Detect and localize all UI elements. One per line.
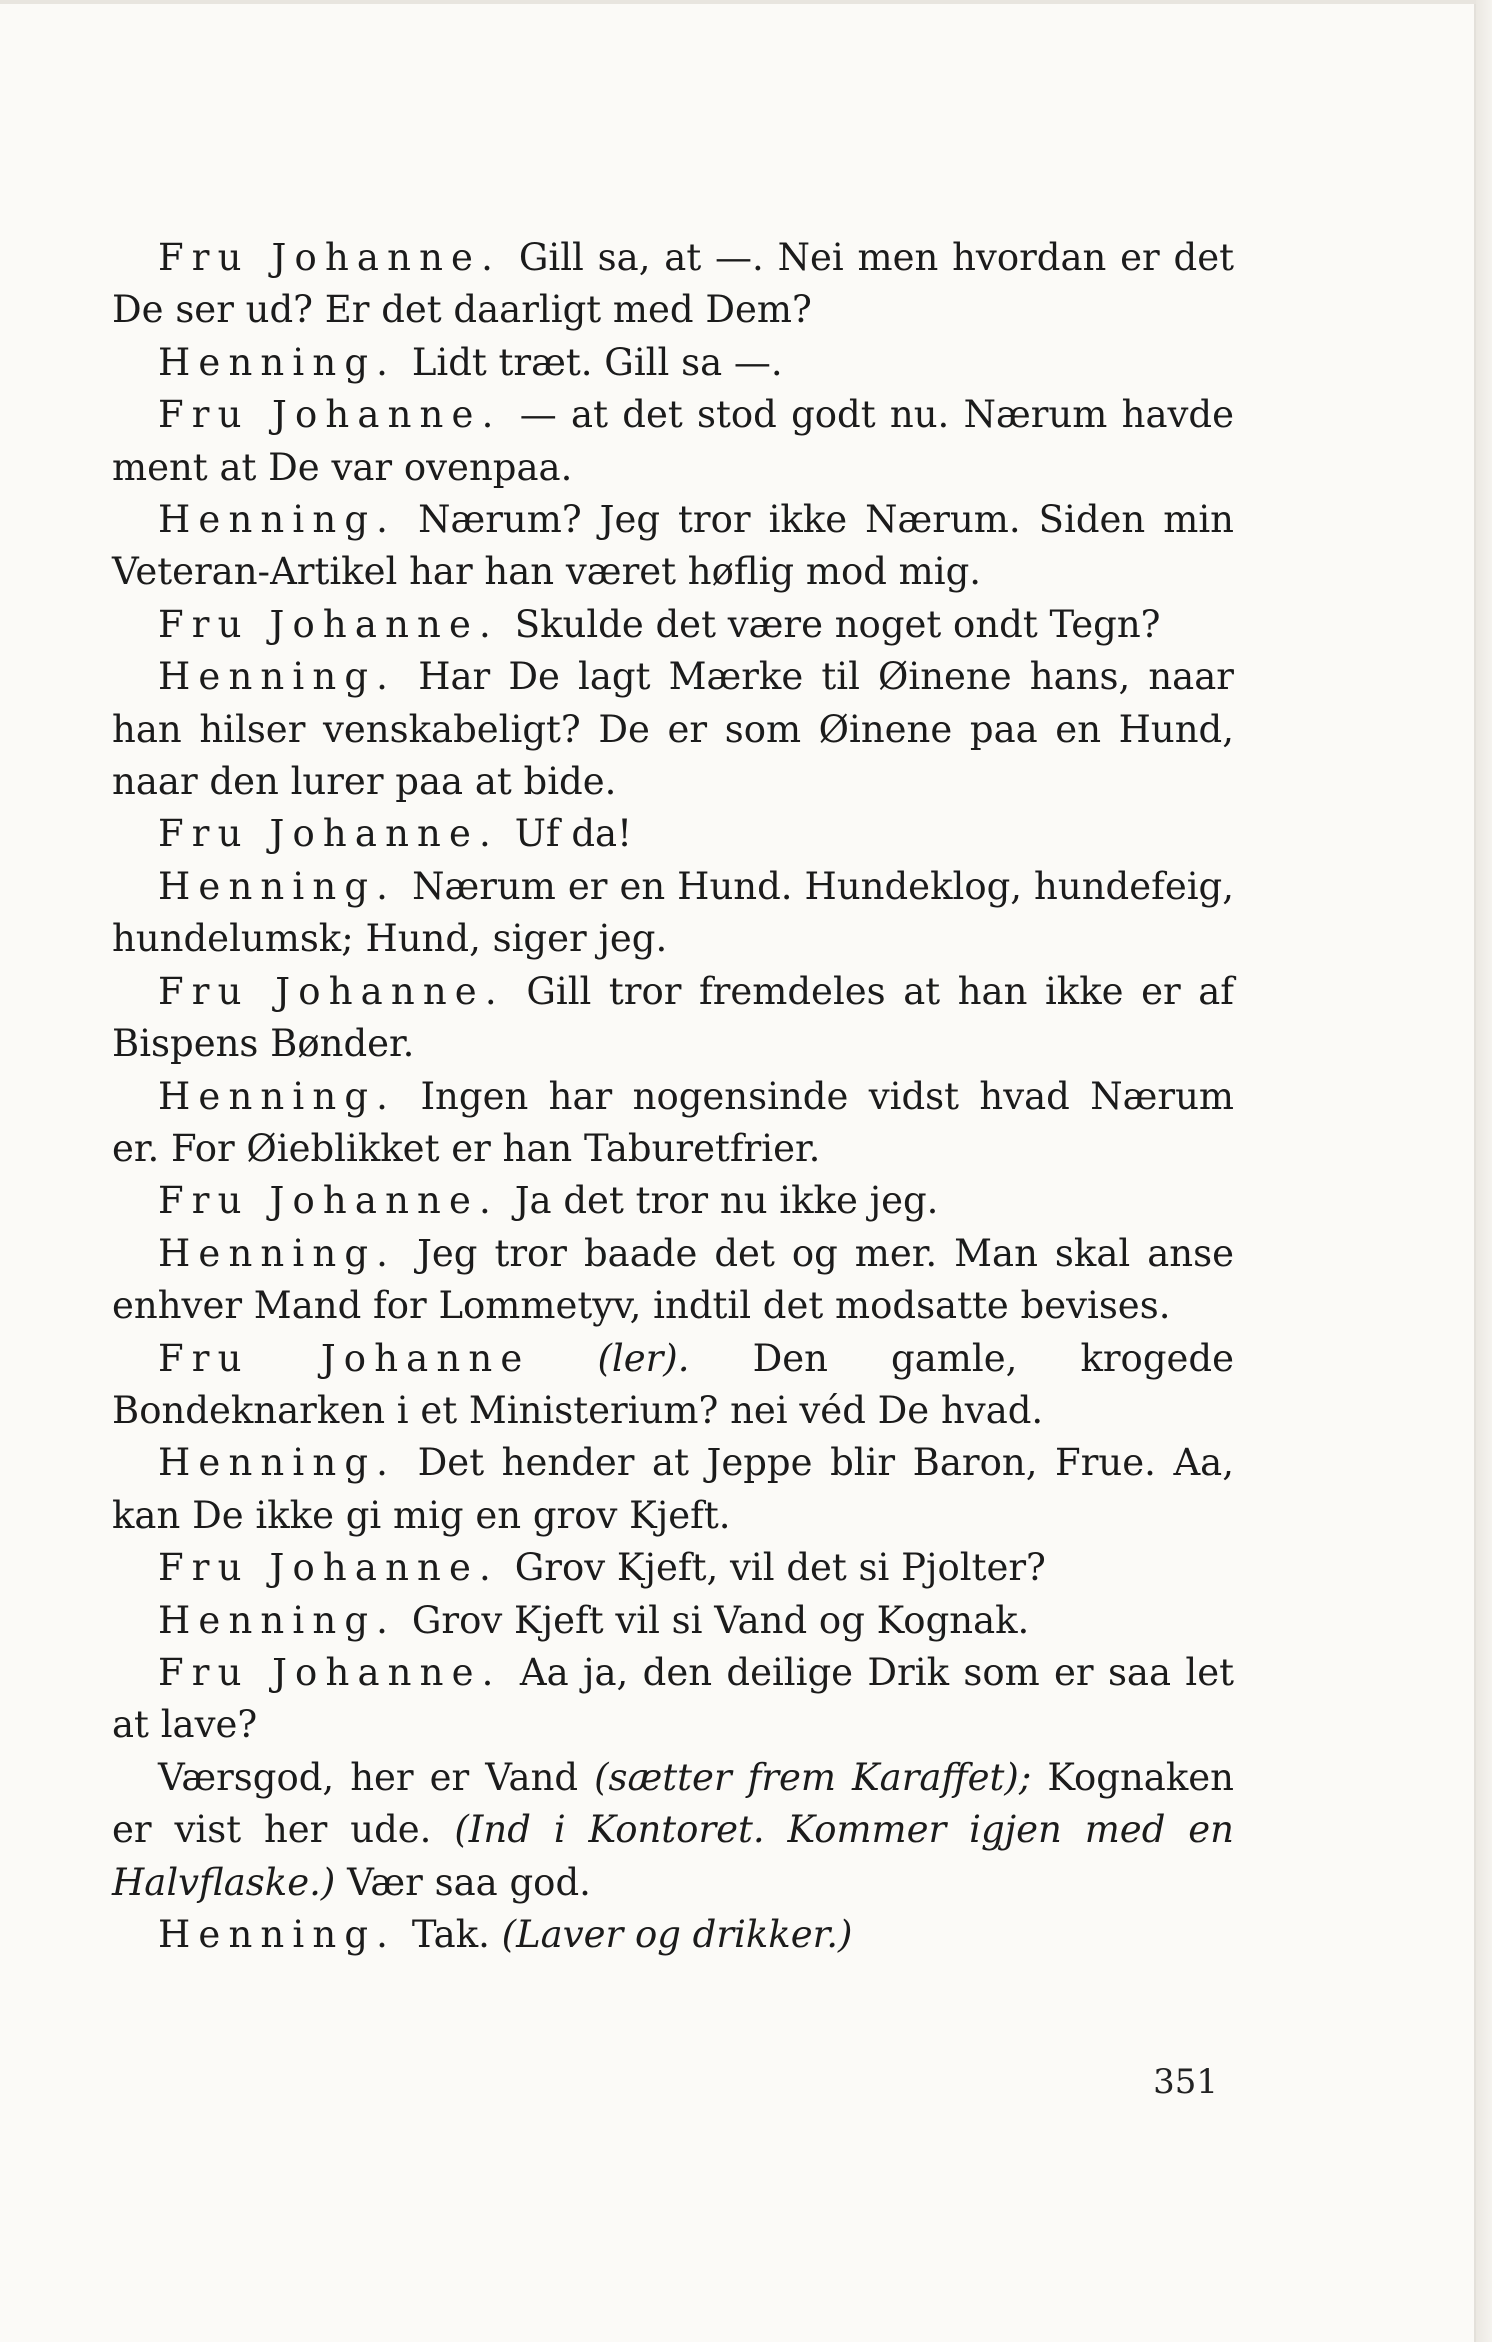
- dialogue-paragraph: [112, 1542, 1234, 1594]
- stage-direction: (Ind i Kontoret. Kommer igjen med en Halvflaske.): [112, 1808, 1235, 1904]
- dialogue-paragraph: [112, 1071, 1234, 1176]
- dialogue-paragraph: [112, 1752, 1234, 1909]
- dialogue-line: Skulde det være noget ondt Tegn?: [514, 602, 1161, 646]
- dialogue-paragraph: [112, 389, 1234, 494]
- dialogue-line: Har De lagt Mærke til Øinene hans, naar han hilser venskabeligt? De er som Øinene paa en Hund, naar den lurer paa at bide.: [112, 655, 1234, 804]
- speaker-name: Henning.: [158, 1913, 397, 1956]
- dialogue-line: Grov Kjeft vil si Vand og Kognak.: [411, 1598, 1030, 1642]
- speaker-name: Fru Johanne.: [158, 393, 502, 437]
- page-right-edge: [1476, 0, 1492, 2342]
- speaker-name: Henning.: [158, 1231, 397, 1275]
- dialogue-line: Gill tror fremdeles at han ikke er af Bispens Bønder.: [112, 969, 1234, 1066]
- speaker-name: Henning.: [158, 864, 397, 908]
- dialogue-paragraph: [112, 1909, 1234, 1961]
- dialogue-line: Kognaken er vist her ude.: [112, 1755, 1235, 1852]
- speaker-name: Henning.: [158, 340, 397, 384]
- speaker-name: Fru Johanne.: [158, 1650, 502, 1694]
- speaker-name: Fru Johanne: [158, 1336, 531, 1380]
- dialogue-paragraph: [112, 599, 1234, 651]
- dialogue-line: Det hender at Jeppe blir Baron, Frue. Aa, kan De ikke gi mig en grov Kjeft.: [112, 1441, 1234, 1537]
- dialogue-line: Nærum? Jeg tror ikke Nærum. Siden min Veteran-Artikel har han været høflig mod mig.: [112, 498, 1234, 594]
- dialogue-paragraph: [112, 808, 1234, 860]
- speaker-name: Fru Johanne.: [158, 236, 501, 279]
- dialogue-paragraph: [112, 651, 1234, 808]
- dialogue-paragraph: [112, 1228, 1234, 1333]
- dialogue-line: — at det stod godt nu. Nærum havde ment at De var ovenpaa.: [112, 393, 1234, 489]
- dialogue-paragraph: [112, 1595, 1234, 1647]
- page-number: 351: [1153, 2062, 1218, 2102]
- dialogue-line: Jeg tror baade det og mer. Man skal anse enhver Mand for Lommetyv, indtil det modsatte bevises.: [112, 1231, 1234, 1328]
- dialogue-line: Aa ja, den deilige Drik som er saa let at lave?: [112, 1650, 1234, 1747]
- dialogue-line: Ja det tror nu ikke jeg.: [514, 1179, 939, 1223]
- speaker-name: Henning.: [158, 1598, 397, 1642]
- page-top-edge: [0, 0, 1492, 4]
- dialogue-paragraph: [112, 966, 1234, 1071]
- dialogue-paragraph: [112, 232, 1234, 337]
- dialogue-line: Nærum er en Hund. Hundeklog, hundefeig, hundelumsk; Hund, siger jeg.: [112, 864, 1234, 961]
- dialogue-paragraph: [112, 861, 1234, 966]
- dialogue-line: Ingen har nogensinde vidst hvad Nærum er. For Øieblikket er han Taburetfrier.: [112, 1074, 1234, 1170]
- dialogue-paragraph: [112, 1437, 1234, 1542]
- dialogue-paragraph: [112, 337, 1234, 389]
- dialogue-line: Lidt træt. Gill sa —.: [411, 340, 783, 384]
- speaker-name: Henning.: [158, 498, 397, 542]
- dialogue-line: Vær saa god.: [347, 1860, 591, 1904]
- speaker-name: Fru Johanne.: [158, 602, 499, 646]
- dialogue-line: Gill sa, at —. Nei men hvordan er det De ser ud? Er det daarligt med Dem?: [112, 236, 1235, 332]
- speaker-name: Fru Johanne.: [158, 812, 499, 856]
- speaker-name: Fru Johanne.: [158, 1179, 499, 1223]
- speaker-name: Henning.: [158, 1074, 397, 1118]
- speaker-name: Fru Johanne.: [158, 969, 505, 1013]
- stage-direction: (ler).: [597, 1336, 690, 1380]
- stage-direction: (sætter frem Karaffet);: [594, 1755, 1032, 1799]
- dialogue-line: Værsgod, her er Vand: [158, 1755, 579, 1799]
- dialogue-paragraph: [112, 494, 1234, 599]
- speaker-name: Henning.: [158, 655, 397, 699]
- dialogue-text: [112, 232, 1234, 1961]
- dialogue-line: Uf da!: [514, 812, 632, 856]
- dialogue-paragraph: [112, 1647, 1234, 1752]
- dialogue-paragraph: [112, 1175, 1234, 1227]
- stage-direction: (Laver og drikker.): [501, 1913, 853, 1956]
- dialogue-line: Grov Kjeft, vil det si Pjolter?: [514, 1546, 1046, 1590]
- speaker-name: Fru Johanne.: [158, 1546, 499, 1590]
- dialogue-line: Tak.: [411, 1913, 490, 1956]
- speaker-name: Henning.: [158, 1441, 397, 1485]
- dialogue-paragraph: [112, 1333, 1234, 1438]
- dialogue-line: Den gamle, krogede Bondeknarken i et Ministerium? nei véd De hvad.: [112, 1336, 1234, 1432]
